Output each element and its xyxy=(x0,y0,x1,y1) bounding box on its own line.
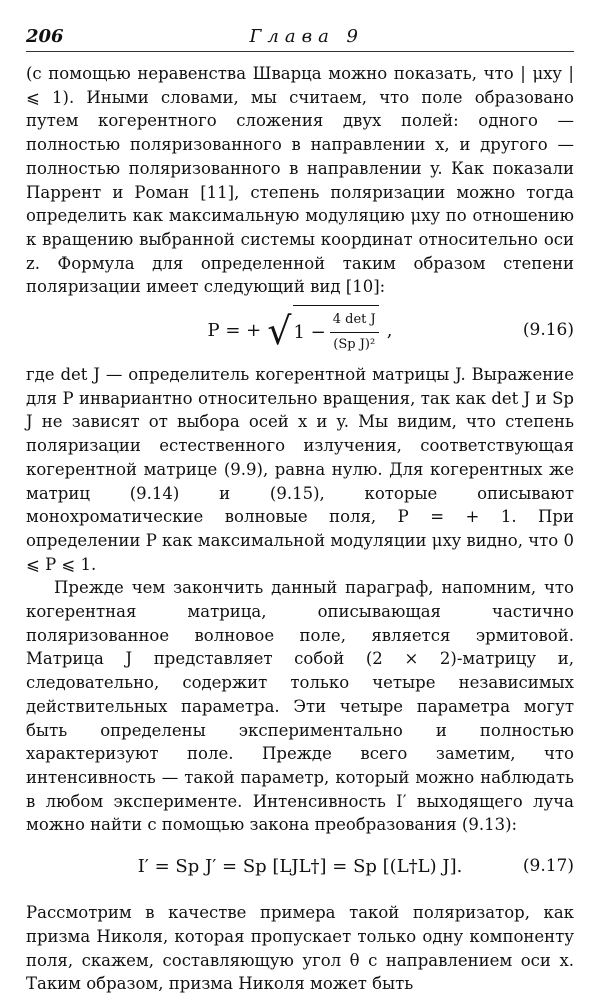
chapter-title: Глава 9 xyxy=(249,26,364,47)
eq2-body: I′ = Sp J′ = Sp [LJL†] = Sp [(L†L) J]. xyxy=(137,856,463,878)
eq-tail: , xyxy=(386,320,393,342)
book-page xyxy=(26,26,574,996)
sqrt-expression xyxy=(261,305,378,356)
fraction xyxy=(330,308,379,356)
paragraph-1: (с помощью неравенства Шварца можно показать, что | μxy | ⩽ 1). Иными словами, мы считаем, что поле образовано путем когерентного сложения двух полей: одного — полностью поляризованного в направлении x, и другого — полностью поляризованного в направлении y. Как показали Паррент и Роман [11], степень поляризации можно тогда определить как максимальную модуляцию μxy по отношению к вращению выбранной системы координат относительно оси z. Формула для определенной таким образом степени поляризации имеет следующий вид [10]: xyxy=(26,64,574,297)
equation-number-9-17: (9.17) xyxy=(522,856,574,877)
fraction-denominator: (Sp J)² xyxy=(333,337,376,353)
body-text xyxy=(26,62,574,996)
equation-number-9-16: (9.16) xyxy=(522,320,574,341)
page-header xyxy=(26,26,574,52)
radicand xyxy=(293,305,378,356)
fraction-numerator: 4 det J xyxy=(330,308,379,333)
equation-9-16 xyxy=(26,307,574,355)
eq-lhs: P = + xyxy=(207,320,262,342)
paragraph-2: где det J — определитель когерентной матрицы J. Выражение для P инвариантно относительно вращения, так как det J и Sp J не зависят от выбора осей x и y. Мы видим, что степень поляризации естественного излучения, соответствующая когерентной матрице (9.9), равна нулю. Для когерентных же матриц (9.14) и (9.15), которые описывают монохроматические волновые поля, P = + 1. При определении P как максимальной модуляции μxy видно, что 0 ⩽ P ⩽ 1. xyxy=(26,365,574,574)
paragraph-3: Прежде чем закончить данный параграф, напомним, что когерентная матрица, описывающая частично поляризованное волновое поле, является эрмитовой. Матрица J представляет собой (2 × 2)-матрицу и, следовательно, содержит только четыре независимых действительных параметра. Эти четыре параметра могут быть определены экспериментально и полностью характеризуют поле. Прежде всего заметим, что интенсивность — такой параметр, который можно наблюдать в любом эксперименте. Интенсивность I′ выходящего луча можно найти с помощью закона преобразования (9.13): xyxy=(26,578,574,835)
eq-one: 1 − xyxy=(293,321,326,343)
equation-9-17 xyxy=(26,847,574,887)
page-number: 206 xyxy=(26,26,64,47)
paragraph-4: Рассмотрим в качестве примера такой поляризатор, как призма Николя, которая пропускает только одну компоненту поля, скажем, составляющую угол θ с направлением оси x. Таким образом, призма Николя может быть xyxy=(26,903,574,994)
radical-sign: √ xyxy=(267,309,292,354)
